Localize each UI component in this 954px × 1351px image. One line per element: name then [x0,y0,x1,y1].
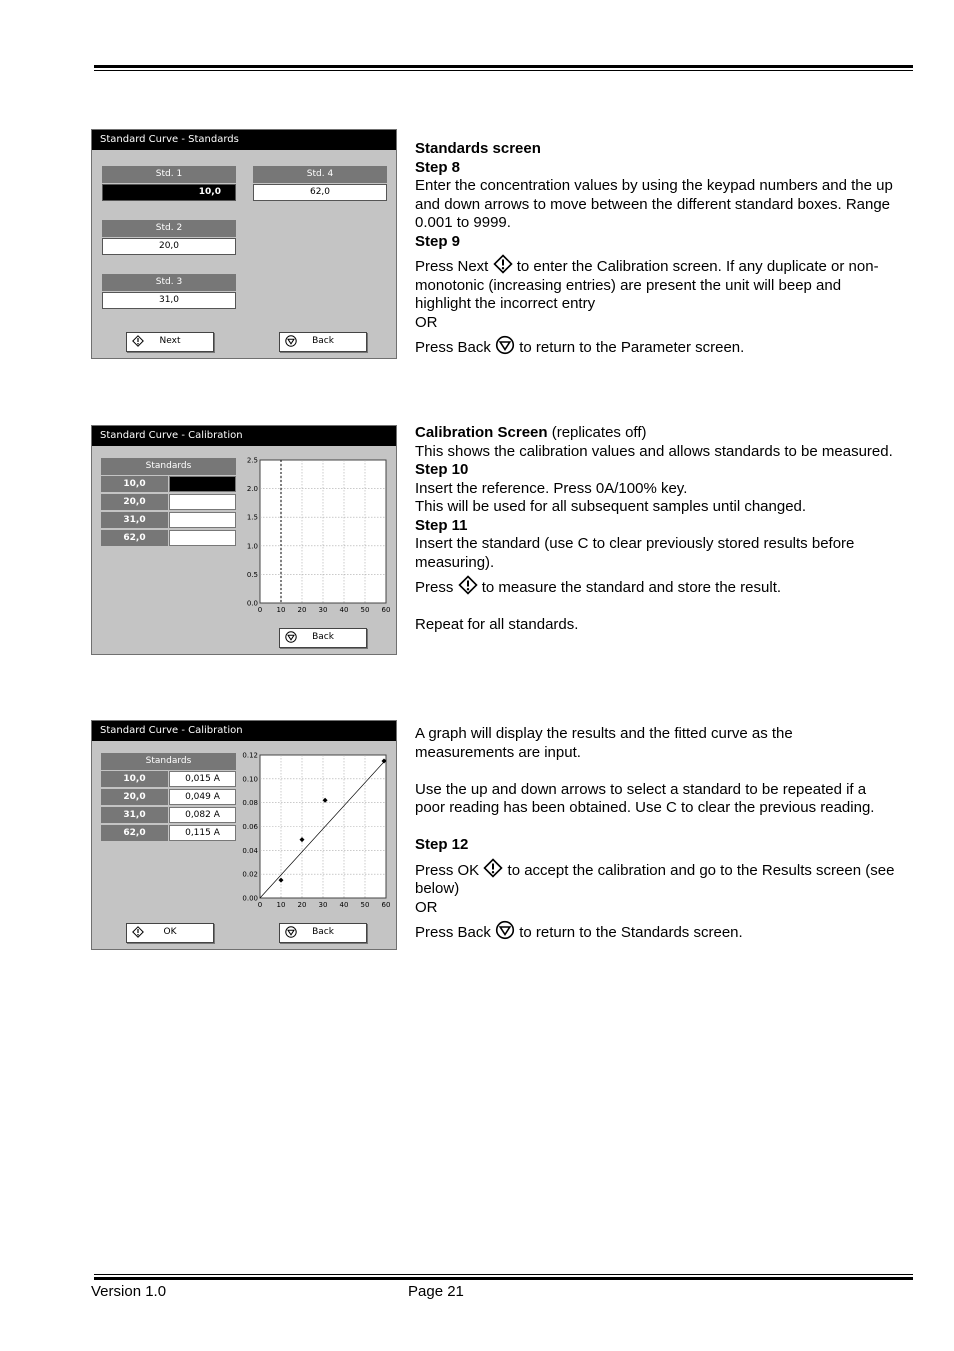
x-tick-label: 40 [339,606,349,614]
step-label: Step 9 [415,232,461,250]
table-row-std[interactable]: 62,0 [101,825,168,841]
table-row-value [169,512,236,528]
heading-note: (replicates off) [547,424,647,441]
back-key-icon [495,920,515,940]
table-row-value [169,530,236,546]
y-tick-label: 0.12 [242,751,258,760]
screen-title: Standard Curve - Standards [92,130,396,150]
x-tick-label: 20 [297,901,307,909]
back-label: Back [312,632,334,642]
step-text [415,254,895,314]
y-tick-label: 1.5 [246,513,258,522]
footer-rule-thin [94,1274,913,1275]
table-row-value: 0,082 A [169,807,236,823]
ok-icon [132,926,144,938]
press-back-text: Press Back [415,339,491,356]
y-tick-label: 0.5 [246,570,258,579]
std1-label: Std. 1 [102,166,236,183]
std3-label: Std. 3 [102,274,236,291]
standards-table-header: Standards [101,458,236,475]
y-tick-label: 2.0 [246,485,258,494]
y-tick-label: 0.0 [246,599,258,608]
ok-text: to accept the calibration and go to the Results screen (see below) [415,861,895,897]
step-label: Step 12 [415,836,469,853]
x-tick-label: 30 [318,901,328,909]
std2-label: Std. 2 [102,220,236,237]
header-rule [94,65,913,68]
x-tick-label: 60 [381,606,391,614]
y-tick-label: 0.00 [242,894,258,903]
step-text: This will be used for all subsequent samples until changed. [415,498,807,515]
table-row-value [169,476,236,492]
y-tick-label: 0.06 [242,823,258,831]
graph-text: A graph will display the results and the fitted curve as the measurements are input. [415,725,793,761]
table-row-value: 0,115 A [169,825,236,841]
y-tick-label: 2.5 [246,456,258,465]
step9-text: to enter the Calibration screen. If any duplicate or non-monotonic (increasing entries) are present the unit will beep and highlight the incorrect entry [415,258,879,312]
ok-label: OK [163,927,177,937]
step-label: Step 11 [415,516,468,534]
screen-title: Standard Curve - Calibration [92,426,396,446]
x-tick-label: 40 [339,901,349,909]
std2-input[interactable]: 20,0 [102,238,236,255]
measure-text: to measure the standard and store the result. [481,579,782,596]
std3-input[interactable]: 31,0 [102,292,236,309]
back-icon [285,335,297,347]
x-tick-label: 50 [360,606,370,614]
y-tick-label: 0.08 [242,799,258,808]
y-tick-label: 0.10 [242,775,258,784]
back-text: to return to the Parameter screen. [519,339,745,356]
back-button[interactable] [279,332,367,352]
y-tick-label: 0.02 [242,870,258,879]
calibration-plot-results [242,749,392,914]
page-number: Page 21 [408,1283,464,1300]
calibration-screen-empty [91,425,397,655]
press-text: Press [415,579,454,596]
next-button[interactable] [126,332,214,352]
ok-button[interactable] [126,923,214,943]
calibration-screen-results [91,720,397,950]
back-icon [285,631,297,643]
table-row-std[interactable]: 31,0 [101,807,168,823]
table-row-std[interactable]: 20,0 [101,789,168,805]
x-tick-label: 10 [276,901,286,909]
screen-title: Standard Curve - Calibration [92,721,396,741]
back-button[interactable] [279,923,367,943]
step-text: Enter the concentration values by using the keypad numbers and the up and down arrows to move between the different standard boxes. Range 0.001 to 9999. [415,177,893,231]
table-row-std[interactable]: 20,0 [101,494,168,510]
ok-instruction [415,858,895,899]
table-row-std[interactable]: 10,0 [101,771,168,787]
back-icon [285,926,297,938]
back-instruction [415,920,895,943]
std1-input[interactable]: 10,0 [102,184,236,201]
step-text: Insert the standard (use C to clear previously stored results before measuring). [415,535,855,571]
back-text: to return to the Standards screen. [519,924,743,941]
back-button[interactable] [279,628,367,648]
back-instruction [415,335,895,358]
press-next-text: Press Next [415,258,489,275]
calibration-plot-empty [242,454,392,619]
back-key-icon [495,335,515,355]
step-text: Insert the reference. Press 0A/100% key. [415,479,688,497]
table-row-std[interactable]: 31,0 [101,512,168,528]
or-text: OR [415,313,438,331]
x-tick-label: 20 [297,606,307,614]
std4-input[interactable]: 62,0 [253,184,387,201]
x-tick-label: 10 [276,606,286,614]
section-heading: Standards screen [415,140,541,157]
x-tick-label: 0 [257,606,263,614]
ok-key-icon [483,858,503,878]
y-tick-label: 1.0 [246,542,258,551]
press-ok-text: Press OK [415,861,480,879]
back-label: Back [312,927,334,937]
table-row-value [169,494,236,510]
x-tick-label: 50 [360,901,370,909]
version-label: Version 1.0 [91,1283,167,1300]
header-rule-thin [94,70,913,71]
intro-text: This shows the calibration values and allows standards to be measured. [415,442,893,460]
measure-instruction [415,575,895,598]
standards-table-header: Standards [101,753,236,770]
standards-screen [91,129,397,359]
table-row-std[interactable]: 10,0 [101,476,168,492]
x-tick-label: 30 [318,606,328,614]
table-row-value: 0,015 A [169,771,236,787]
results-instructions [415,725,895,943]
next-label: Next [159,336,181,346]
x-tick-label: 60 [381,901,391,909]
step-label: Step 8 [415,158,461,176]
or-text: OR [415,898,438,916]
footer-rule [94,1277,913,1280]
step-label: Step 10 [415,461,469,478]
heading-bold: Calibration Screen [415,424,548,441]
next-icon [132,335,144,347]
repeat-text: Repeat for all standards. [415,616,579,633]
table-row-value: 0,049 A [169,789,236,805]
section-heading [415,424,895,443]
x-tick-label: 0 [257,901,263,909]
next-key-icon [458,575,478,595]
table-row-std[interactable]: 62,0 [101,530,168,546]
back-label: Back [312,336,334,346]
std4-label: Std. 4 [253,166,387,183]
standards-instructions [415,140,895,358]
press-back-text: Press Back [415,924,491,941]
next-key-icon [493,254,513,274]
arrows-text: Use the up and down arrows to select a standard to be repeated if a poor reading has been obtained. Use C to clear the previous reading. [415,780,875,816]
calibration-instructions [415,424,895,635]
y-tick-label: 0.04 [242,846,258,855]
